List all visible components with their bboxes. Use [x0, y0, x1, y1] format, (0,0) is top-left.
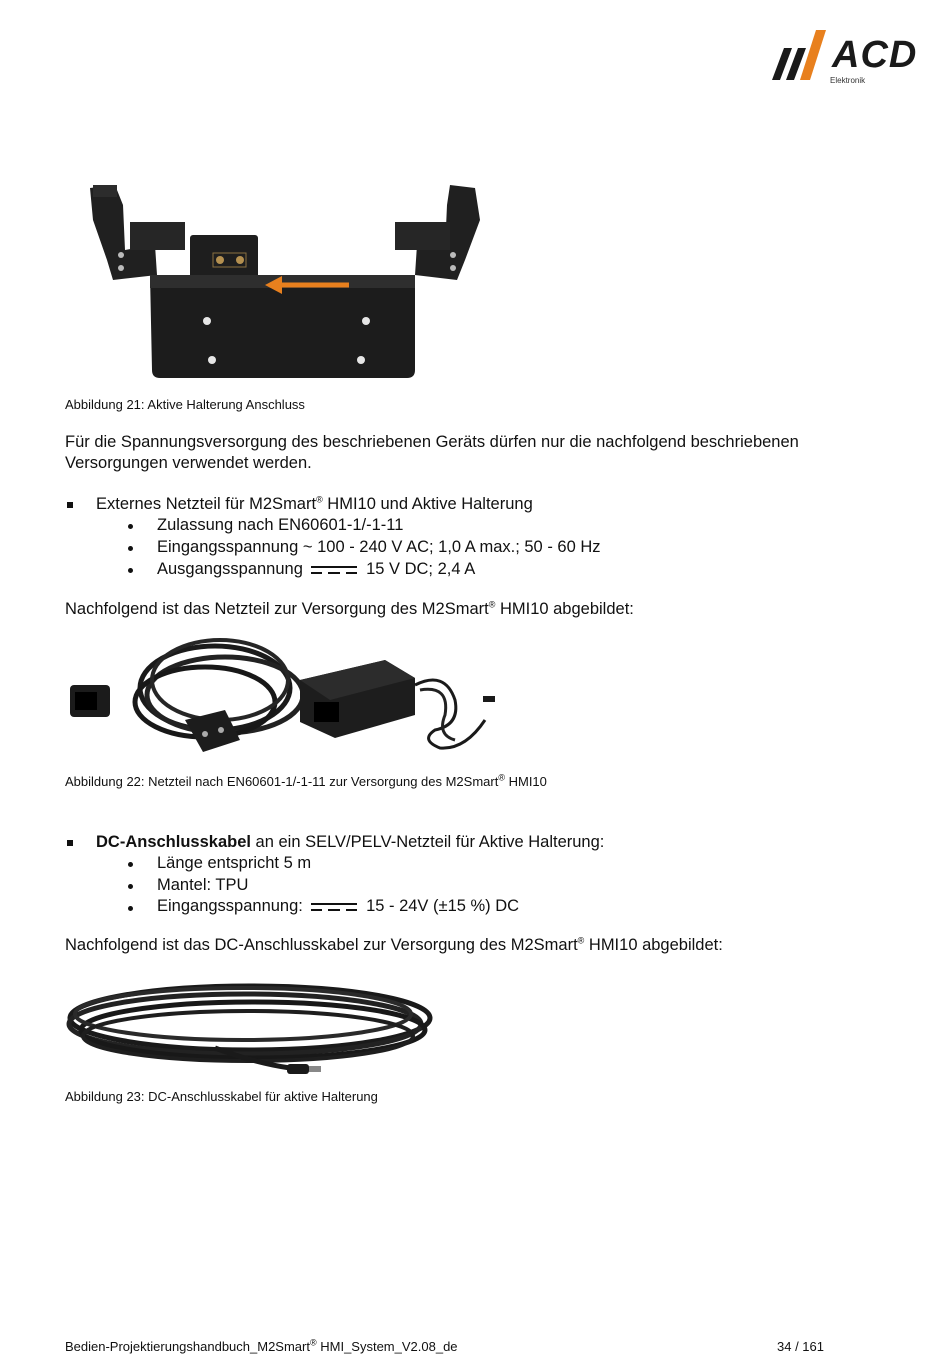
round-bullet-icon — [128, 524, 133, 529]
section-1-item-2: Eingangsspannung ~ 100 - 240 V AC; 1,0 A max.; 50 - 60 Hz — [157, 538, 601, 556]
round-bullet-icon — [128, 906, 133, 911]
dc-symbol-icon — [311, 901, 357, 913]
section-2-title: DC-Anschlusskabel an ein SELV/PELV-Netzteil für Aktive Halterung: — [96, 833, 605, 851]
power-supply-image — [65, 630, 495, 755]
intro-paragraph — [65, 432, 865, 474]
acd-logo — [770, 26, 940, 90]
round-bullet-icon — [128, 546, 133, 551]
section-2-lead: Nachfolgend ist das DC-Anschlusskabel zur Versorgung des M2Smart® HMI10 abgebildet: — [65, 935, 723, 954]
round-bullet-icon — [128, 884, 133, 889]
footer-document-name: Bedien-Projektierungshandbuch_M2Smart® HMI_System_V2.08_de — [65, 1337, 458, 1354]
section-2-item-1: Länge entspricht 5 m — [157, 854, 312, 872]
active-mount-image — [85, 180, 485, 385]
section-1-lead: Nachfolgend ist das Netzteil zur Versorgung des M2Smart® HMI10 abgebildet: — [65, 599, 634, 618]
section-1-item-1: Zulassung nach EN60601-1/-1-11 — [157, 516, 404, 534]
footer-page-number: 34 / 161 — [777, 1339, 824, 1354]
figure-22-caption: Abbildung 22: Netzteil nach EN60601-1/-1-11 zur Versorgung des M2Smart® HMI10 — [65, 772, 547, 789]
section-1-title: Externes Netzteil für M2Smart® HMI10 und Aktive Halterung — [96, 494, 533, 513]
figure-21-caption: Abbildung 21: Aktive Halterung Anschluss — [65, 397, 305, 412]
square-bullet-icon — [67, 502, 73, 508]
intro-line-2: Versorgungen verwendet werden. — [65, 454, 312, 472]
section-2-item-2: Mantel: TPU — [157, 876, 249, 894]
figure-23-caption: Abbildung 23: DC-Anschlusskabel für aktive Halterung — [65, 1089, 378, 1104]
round-bullet-icon — [128, 568, 133, 573]
logo-subtext: Elektronik — [830, 76, 866, 85]
dc-cable-image — [65, 978, 440, 1083]
section-2-item-3: Eingangsspannung: 15 - 24V (±15 %) DC — [157, 897, 520, 915]
square-bullet-icon — [67, 840, 73, 846]
logo-text: ACD — [832, 34, 918, 76]
section-1-item-3: Ausgangsspannung 15 V DC; 2,4 A — [157, 560, 476, 578]
round-bullet-icon — [128, 862, 133, 867]
dc-symbol-icon — [311, 564, 357, 576]
intro-line-1: Für die Spannungsversorgung des beschriebenen Geräts dürfen nur die nachfolgend beschriebenen — [65, 433, 799, 451]
